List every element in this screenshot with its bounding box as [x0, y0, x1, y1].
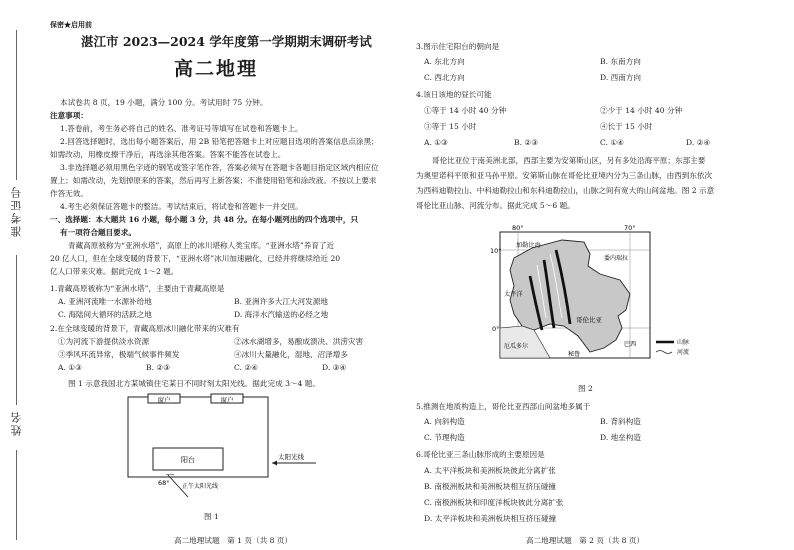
- exam-intro: 本试卷共 8 页，19 小题，满分 100 分。考试用时 75 分钟。: [60, 98, 268, 107]
- statement: ②冰水湖增多，易酿成溃决、洪涝灾害: [234, 337, 364, 346]
- passage-line: 哥伦比亚山脉、河流分布。据此完成 5～6 题。: [416, 201, 575, 210]
- margin-line: [16, 30, 17, 180]
- name-label: 姓名: [10, 410, 23, 436]
- option-b: B. ②③: [514, 138, 539, 147]
- passage-line: 为西科迪勒拉山、中科迪勒拉山和东科迪勒拉山，山脉之间有宽大的山间盆地。图 2 示意: [416, 186, 715, 195]
- question-stem: 3.图示住宅阳台的朝向是: [416, 42, 500, 51]
- ecuador-label: 厄瓜多尔: [504, 343, 529, 350]
- margin-line: [16, 255, 17, 405]
- legend-river-label: 河流: [677, 349, 690, 356]
- option-a: A. 向斜构造: [424, 417, 465, 426]
- binding-margin: [0, 0, 36, 550]
- longitude-70-label: 70°: [624, 224, 636, 232]
- option-c: C. ②④: [234, 363, 258, 372]
- figure-2-colombia-map: [480, 220, 710, 372]
- section-heading: 有一项符合题目要求。: [60, 228, 136, 237]
- notes-line: 4.考生必须保证答题卡的整洁。考试结束后，将试卷和答题卡一并交回。: [60, 202, 303, 211]
- brazil-label: 巴西: [624, 341, 637, 348]
- option-b: B. ②③: [146, 363, 171, 372]
- passage-line: 亿人口带来灾难。据此完成 1～2 题。: [50, 267, 179, 276]
- passage-line: 为奥里诺科平原和亚马孙平原。安第斯山脉在哥伦比亚境内分为三条山脉，由西到东依次: [416, 171, 713, 180]
- page-footer: 高二地理试题 第 1 页（共 8 页）: [174, 536, 293, 545]
- notes-title: 注意事项：: [50, 111, 88, 120]
- peru-label: 秘鲁: [568, 351, 581, 358]
- window-1-label: 窗户: [157, 396, 171, 404]
- latitude-10-label: 10°: [490, 247, 502, 255]
- section-heading: 一、选择题：本大题共 16 小题，每小题 3 分，共 48 分。在每小题列出的四个选项中，只: [50, 215, 359, 224]
- pacific-label: 太平洋: [504, 291, 523, 298]
- passage-line: 哥伦比亚位于南美洲北部，西部主要为安第斯山区，另有多处沿海平原；东部主要: [432, 156, 706, 165]
- option-a: A. ①③: [424, 138, 448, 147]
- question-stem: 1.青藏高原被称为“亚洲水塔”，主要由于青藏高原是: [50, 284, 225, 293]
- sun-ray-label: 太阳光线: [278, 453, 304, 461]
- sun-ray-arrow: [272, 461, 277, 466]
- page-footer: 高二地理试题 第 2 页（共 8 页）: [526, 536, 645, 545]
- exam-title: 湛江市 2023—2024 学年度第一学期期末调研考试: [81, 34, 372, 49]
- figure-1-caption: 图 1: [204, 512, 219, 521]
- option-d: D. 太平洋板块和美洲板块相互挤压碰撞: [424, 514, 557, 523]
- statement: ④冰川大量融化，湿地、沼泽增多: [234, 350, 348, 359]
- balcony-label: 阳台: [181, 456, 195, 464]
- statement: ④长于 15 小时: [600, 122, 653, 131]
- exam-number-label: 准考证号: [10, 185, 23, 237]
- notes-line: 如需改动，用橡皮擦干净后，再选涂其他答案。答案不能答在试卷上。: [50, 150, 286, 159]
- legend-mountain-label: 山脉: [677, 339, 690, 346]
- margin-line: [16, 450, 17, 540]
- noon-ray-label: 正午太阳光线: [182, 483, 219, 490]
- legend-river-symbol: [656, 351, 672, 354]
- question-stem: 6.哥伦比亚三条山脉形成的主要原因是: [416, 450, 545, 459]
- statement: ②少于 14 小时 40 分钟: [600, 106, 683, 115]
- option-d: D. 海洋水汽输送的必经之地: [234, 310, 329, 319]
- statement: ③季风环流异常，极端气候事件频发: [58, 350, 180, 359]
- option-a: A. ①③: [58, 363, 82, 372]
- notes-line: 1.答卷前，考生务必将自己的姓名、准考证号等填写在试卷和答题卡上。: [60, 124, 303, 133]
- page-2: [410, 0, 785, 550]
- notes-line: 2.回答选择题时，选出每小题答案后，用 2B 铅笔把答题卡上对应题目选项的答案信息点涂黑；: [60, 137, 379, 146]
- option-b: B. 东南方向: [600, 57, 641, 66]
- question-stem: 4.该日该地的昼长可能: [416, 90, 492, 99]
- venezuela-label: 委内瑞拉: [604, 255, 629, 262]
- figure-intro: 图 1 示意我国北方某城镇住宅某日不同时刻太阳光线。据此完成 3～4 题。: [68, 379, 320, 388]
- page-1: [46, 0, 398, 550]
- option-d: D. 西南方向: [600, 73, 642, 82]
- passage-line: 青藏高原被称为“亚洲水塔”，高原上的冰川堪称人类宝库。“亚洲水塔”养育了近: [68, 241, 335, 250]
- option-d: D. 地垒构造: [600, 433, 642, 442]
- option-a: A. 太平洋板块和美洲板块彼此分离扩张: [424, 466, 556, 475]
- colombia-label: 哥伦比亚: [576, 316, 602, 324]
- angle-arc: [166, 474, 174, 475]
- option-a: A. 东北方向: [424, 57, 465, 66]
- option-b: B. 南极洲板块和美洲板块相互挤压碰撞: [424, 482, 556, 491]
- window-2-label: 窗户: [220, 396, 234, 404]
- statement: ①等于 14 小时 40 分钟: [424, 106, 507, 115]
- caribbean-label: 加勒比海: [516, 242, 541, 249]
- statement: ①为河流下游提供淡水资源: [58, 337, 150, 346]
- latitude-0-label: 0°: [492, 325, 500, 333]
- angle-label: 68°: [158, 479, 170, 487]
- figure-1-house-diagram: [116, 393, 346, 501]
- longitude-80-label: 80°: [512, 224, 524, 232]
- notes-line: 3.非选择题必须用黑色字迹的钢笔或签字笔作答，答案必须写在答题卡各题目指定区域内相应位: [60, 163, 379, 172]
- passage-line: 20 亿人口，但在全球变暖的背景下，“亚洲水塔”冰川加速融化，已经并将继续给近 20: [50, 254, 341, 263]
- statement: ③等于 15 小时: [424, 122, 477, 131]
- option-b: B. 亚洲许多大江大河发源地: [234, 297, 328, 306]
- figure-2-caption: 图 2: [578, 384, 593, 393]
- subject-title: 高二地理: [174, 58, 259, 80]
- option-c: C. 节理构造: [424, 433, 465, 442]
- option-d: D. ②④: [686, 138, 711, 147]
- option-b: B. 背斜构造: [600, 417, 641, 426]
- confidential-mark: 保密★启用前: [50, 20, 92, 29]
- option-d: D. ③④: [322, 363, 347, 372]
- option-c: C. ①④: [600, 138, 624, 147]
- notes-line: 置上；如需改动，先划掉原来的答案，然后再写上新答案；不准使用铅笔和涂改液。不按以上要求: [50, 176, 377, 185]
- question-stem: 2.在全球变暖的背景下，青藏高原冰川融化带来的灾难有: [50, 324, 240, 333]
- option-c: C. 海陆间大循环的活跃之地: [58, 310, 152, 319]
- question-stem: 5.推测在地质构造上，哥伦比亚西部山间盆地多属于: [416, 402, 591, 411]
- notes-line: 作答无效。: [50, 189, 88, 198]
- option-c: C. 南极洲板块和印度洋板块彼此分离扩张: [424, 498, 564, 507]
- option-c: C. 西北方向: [424, 73, 465, 82]
- option-a: A. 亚洲河流唯一水源补给地: [58, 297, 152, 306]
